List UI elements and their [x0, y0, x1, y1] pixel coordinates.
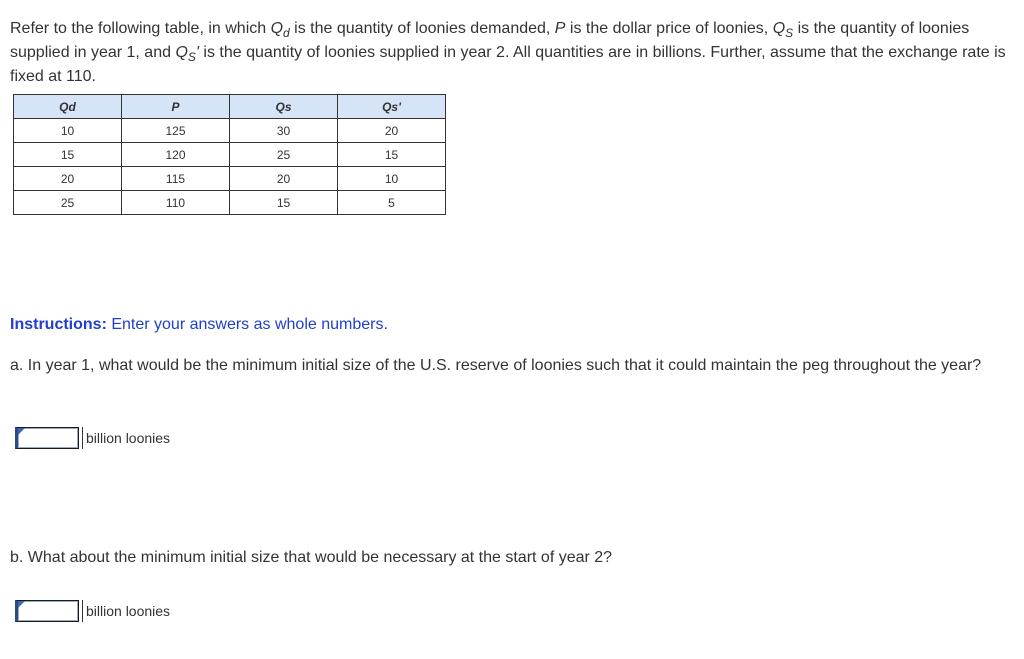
qs-subscript: S	[785, 26, 794, 40]
table-cell: 115	[122, 167, 230, 191]
qs-letter: Q	[772, 20, 786, 37]
problem-intro	[10, 17, 1010, 89]
table-cell: 120	[122, 143, 230, 167]
header-p: P	[122, 95, 230, 119]
instructions-label: Instructions:	[10, 316, 107, 333]
qs2-subscript: S	[187, 50, 196, 64]
table-cell: 125	[122, 119, 230, 143]
qd-letter: Q	[270, 20, 284, 37]
table-cell: 10	[338, 167, 446, 191]
table-cell: 5	[338, 191, 446, 215]
header-qs-prime: Qs'	[338, 95, 446, 119]
table-cell: 15	[230, 191, 338, 215]
table-cell: 25	[230, 143, 338, 167]
table-cell: 10	[14, 119, 122, 143]
question-a: a. In year 1, what would be the minimum initial size of the U.S. reserve of loonies such that it could maintain the peg throughout the year?	[10, 357, 982, 374]
table-row	[14, 167, 446, 191]
table-cell: 15	[338, 143, 446, 167]
table-cell: 25	[14, 191, 122, 215]
answer-row-a	[15, 425, 170, 451]
qd-symbol	[270, 20, 290, 40]
answer-b-input[interactable]	[15, 600, 79, 622]
instructions	[10, 316, 388, 334]
header-qs: Qs	[230, 95, 338, 119]
answer-a-unit: billion loonies	[82, 427, 170, 449]
table-cell: 15	[14, 143, 122, 167]
table-cell: 30	[230, 119, 338, 143]
qd-subscript: d	[283, 26, 290, 40]
answer-row-b	[15, 598, 170, 624]
instructions-text: Enter your answers as whole numbers.	[106, 316, 388, 333]
supply-demand-table	[13, 94, 446, 215]
table-cell: 20	[14, 167, 122, 191]
qs2-letter: Q	[175, 44, 188, 61]
input-flag-icon	[18, 601, 25, 608]
intro-text-4: is the quantity of loonies supplied in year 1, and	[10, 20, 970, 61]
intro-text-5: is the quantity of loonies supplied in year 2. All quantities are in billions. Further, assume that the exchange rate is fixed at 110.	[10, 44, 1006, 85]
input-flag-icon	[18, 428, 25, 435]
qs-symbol	[772, 20, 794, 40]
intro-text-3: is the dollar price of loonies,	[565, 20, 773, 37]
answer-b-unit: billion loonies	[82, 600, 170, 622]
answer-a-input[interactable]	[15, 427, 79, 449]
qs-prime-symbol	[175, 44, 199, 64]
qs2-prime: '	[195, 44, 199, 61]
table-header-row	[14, 95, 446, 119]
p-symbol: P	[554, 20, 566, 37]
header-qd: Qd	[14, 95, 122, 119]
table-cell: 110	[122, 191, 230, 215]
table-row	[14, 143, 446, 167]
intro-text-1: Refer to the following table, in which	[10, 20, 271, 37]
table-row	[14, 119, 446, 143]
question-b: b. What about the minimum initial size that would be necessary at the start of year 2?	[10, 549, 613, 566]
table-cell: 20	[338, 119, 446, 143]
intro-text-2: is the quantity of loonies demanded,	[289, 20, 555, 37]
table-cell: 20	[230, 167, 338, 191]
table-row	[14, 191, 446, 215]
